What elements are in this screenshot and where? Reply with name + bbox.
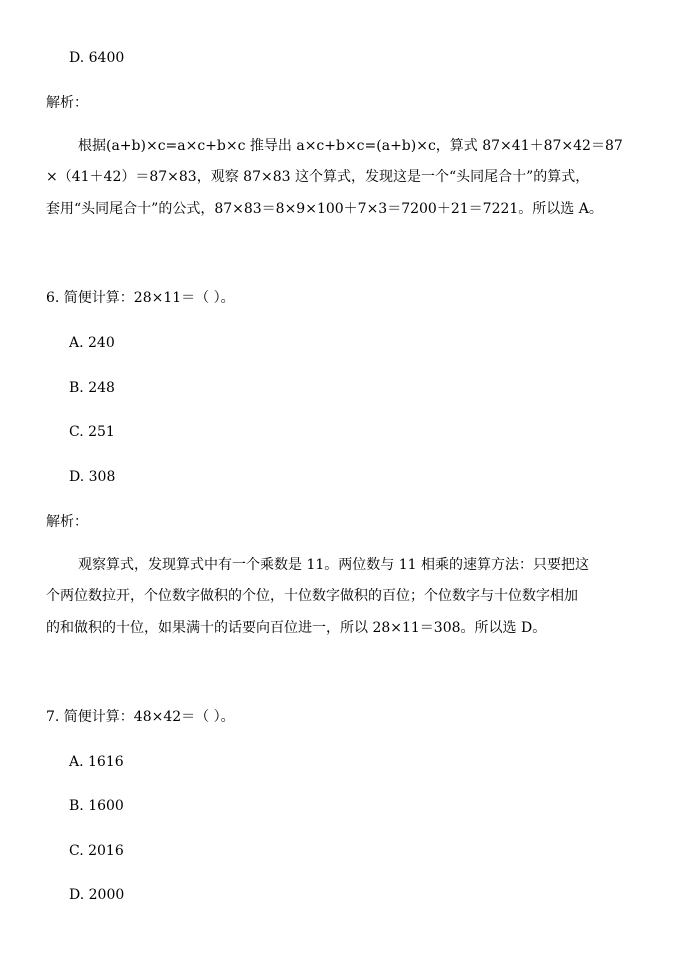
q7-option-c: C. 2016: [69, 843, 124, 859]
q6-option-a: A. 240: [69, 335, 115, 351]
q5-option-d: D. 6400: [69, 50, 125, 66]
q6-analysis-line-2: 个两位数拉开，个位数字做积的个位，十位数字做积的百位；个位数字与十位数字相加: [46, 588, 578, 604]
q7-option-d: D. 2000: [69, 887, 125, 903]
q6-analysis-line-3: 的和做积的十位，如果满十的话要向百位进一，所以 28×11＝308。所以选 D。: [46, 620, 547, 636]
q7-option-a: A. 1616: [69, 754, 124, 770]
q6-option-d: D. 308: [69, 469, 116, 485]
q5-analysis-label: 解析：: [46, 95, 88, 111]
q6-analysis-line-1: 观察算式，发现算式中有一个乘数是 11。两位数与 11 相乘的速算方法：只要把这: [78, 557, 589, 573]
q6-option-c: C. 251: [69, 424, 115, 440]
q5-analysis-line-1: 根据(a+b)×c=a×c+b×c 推导出 a×c+b×c=(a+b)×c，算式 87×41＋87×42＝87: [78, 138, 623, 154]
q7-stem: 7. 简便计算：48×42＝（ ）。: [46, 709, 235, 725]
q5-analysis-line-2: ×（41＋42）＝87×83，观察 87×83 这个算式，发现这是一个“头同尾合十”的算式，: [46, 169, 590, 185]
q6-option-b: B. 248: [69, 380, 115, 396]
q5-analysis-line-3: 套用“头同尾合十”的公式，87×83＝8×9×100＋7×3＝7200＋21＝7221。所以选 A。: [46, 201, 603, 217]
q6-stem: 6. 简便计算：28×11＝（ ）。: [46, 290, 235, 306]
q7-option-b: B. 1600: [69, 798, 124, 814]
q6-analysis-label: 解析：: [46, 514, 88, 530]
